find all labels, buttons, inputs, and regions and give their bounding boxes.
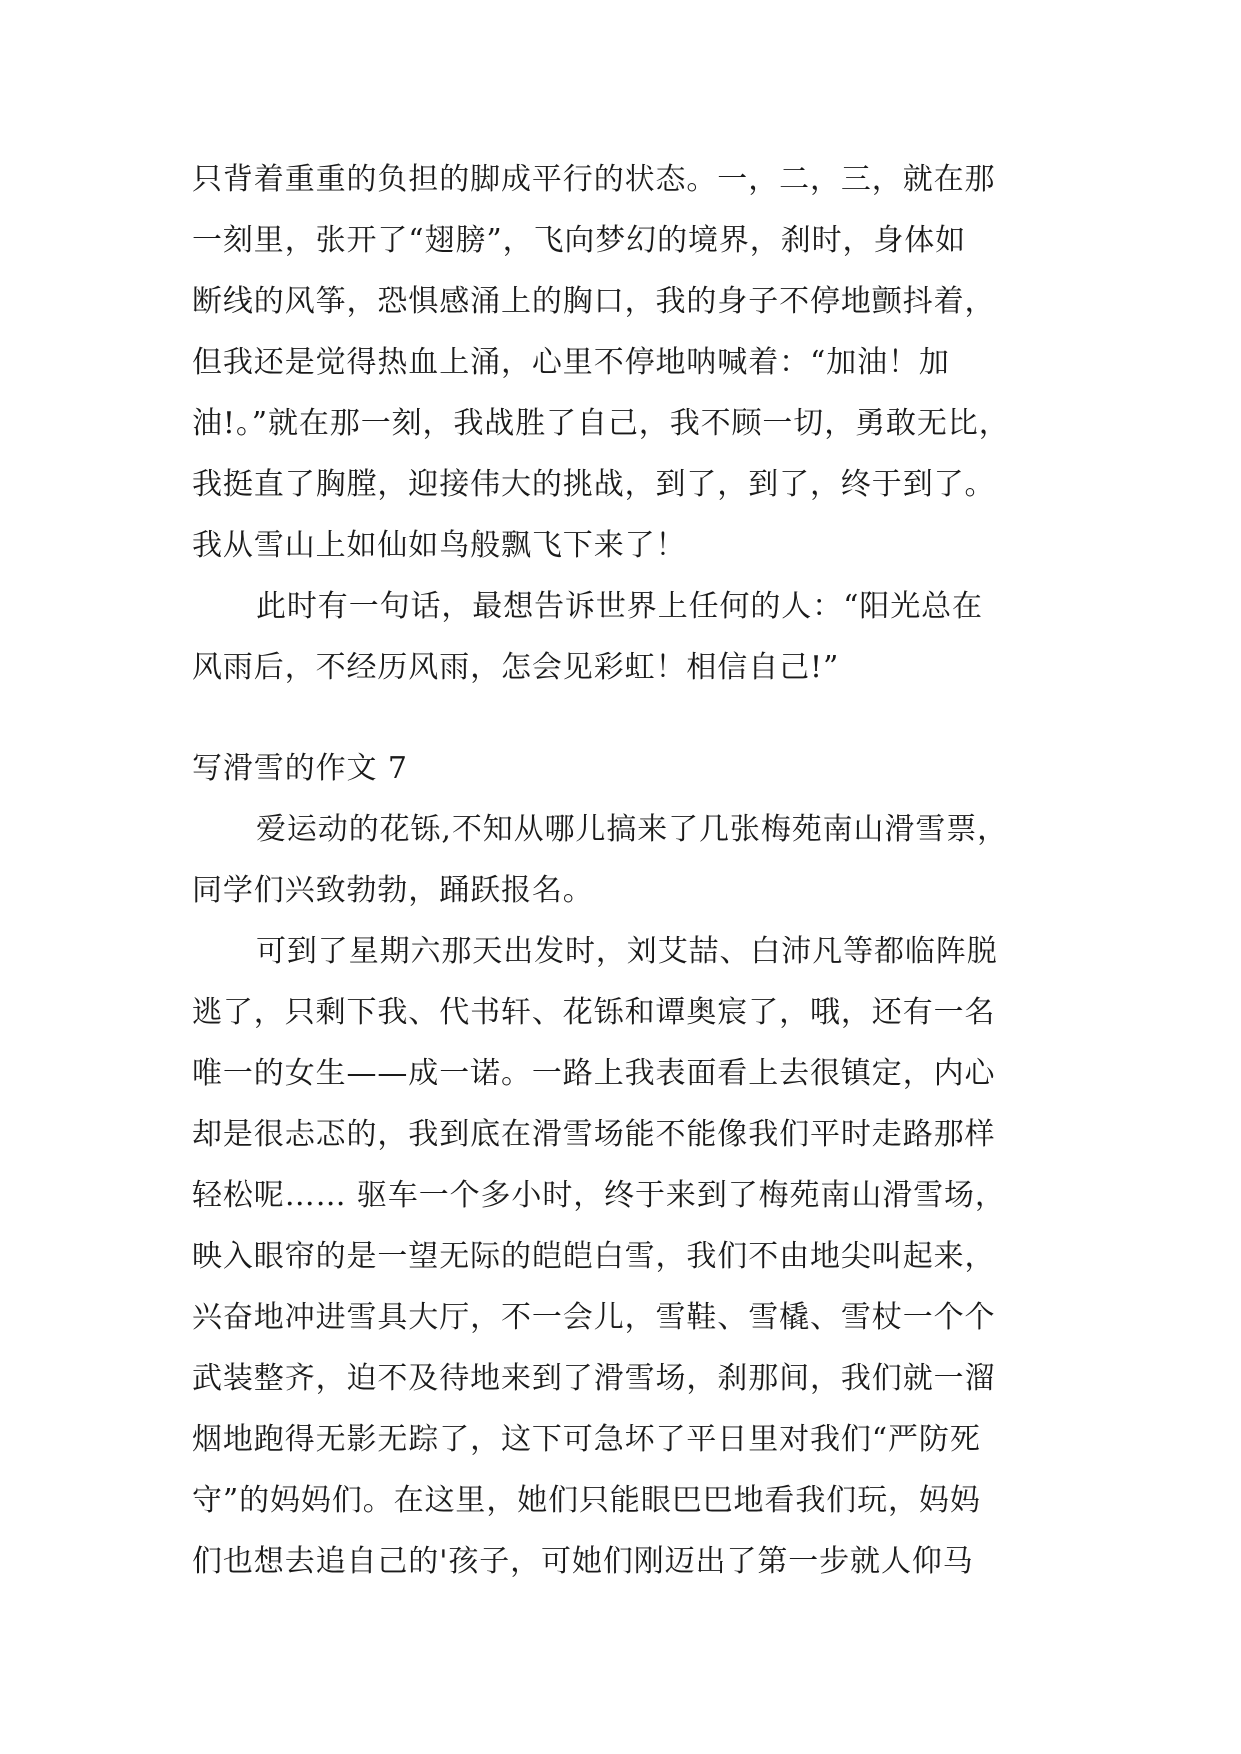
paragraph-line: 油!。”就在那一刻，我战胜了自己，我不顾一切，勇敢无比， [192, 406, 1010, 441]
paragraph-line: 风雨后，不经历风雨，怎会见彩虹！相信自己!” [192, 650, 840, 685]
section-title: 写滑雪的作文 7 [192, 751, 408, 786]
paragraph-line: 我挺直了胸膛，迎接伟大的挑战，到了，到了，终于到了。 [192, 467, 996, 502]
paragraph-line: 一刻里，张开了“翅膀”，飞向梦幻的境界，刹时，身体如 [192, 223, 967, 258]
paragraph-line: 却是很忐忑的，我到底在滑雪场能不能像我们平时走路那样 [192, 1117, 996, 1152]
paragraph-line: 断线的风筝，恐惧感涌上的胸口，我的身子不停地颤抖着， [192, 284, 996, 319]
paragraph-line: 但我还是觉得热血上涌，心里不停地呐喊着：“加油！加 [192, 345, 950, 380]
paragraph-line: 爱运动的花铄,不知从哪儿搞来了几张梅苑南山滑雪票， [256, 812, 1009, 847]
paragraph-line: 烟地跑得无影无踪了，这下可急坏了平日里对我们“严防死 [192, 1422, 981, 1457]
paragraph-line: 唯一的女生——成一诺。一路上我表面看上去很镇定，内心 [192, 1056, 996, 1091]
paragraph-line: 们也想去追自己的'孩子，可她们刚迈出了第一步就人仰马 [192, 1544, 974, 1579]
paragraph-line: 同学们兴致勃勃，踊跃报名。 [192, 873, 594, 908]
paragraph-line: 兴奋地冲进雪具大厅，不一会儿，雪鞋、雪橇、雪杖一个个 [192, 1300, 996, 1335]
paragraph-line: 守”的妈妈们。在这里，她们只能眼巴巴地看我们玩，妈妈 [192, 1483, 981, 1518]
paragraph-line: 只背着重重的负担的脚成平行的状态。一，二，三，就在那 [192, 162, 996, 197]
paragraph-line: 武装整齐，迫不及待地来到了滑雪场，刹那间，我们就一溜 [192, 1361, 996, 1396]
paragraph-line: 轻松呢…… 驱车一个多小时，终于来到了梅苑南山滑雪场， [192, 1178, 1006, 1213]
paragraph-line: 可到了星期六那天出发时，刘艾喆、白沛凡等都临阵脱 [256, 934, 998, 969]
paragraph-line: 此时有一句话，最想告诉世界上任何的人：“阳光总在 [256, 589, 983, 624]
paragraph-line: 映入眼帘的是一望无际的皑皑白雪，我们不由地尖叫起来， [192, 1239, 996, 1274]
paragraph-line: 我从雪山上如仙如鸟般飘飞下来了！ [192, 528, 687, 563]
paragraph-line: 逃了，只剩下我、代书轩、花铄和谭奥宸了，哦，还有一名 [192, 995, 996, 1030]
